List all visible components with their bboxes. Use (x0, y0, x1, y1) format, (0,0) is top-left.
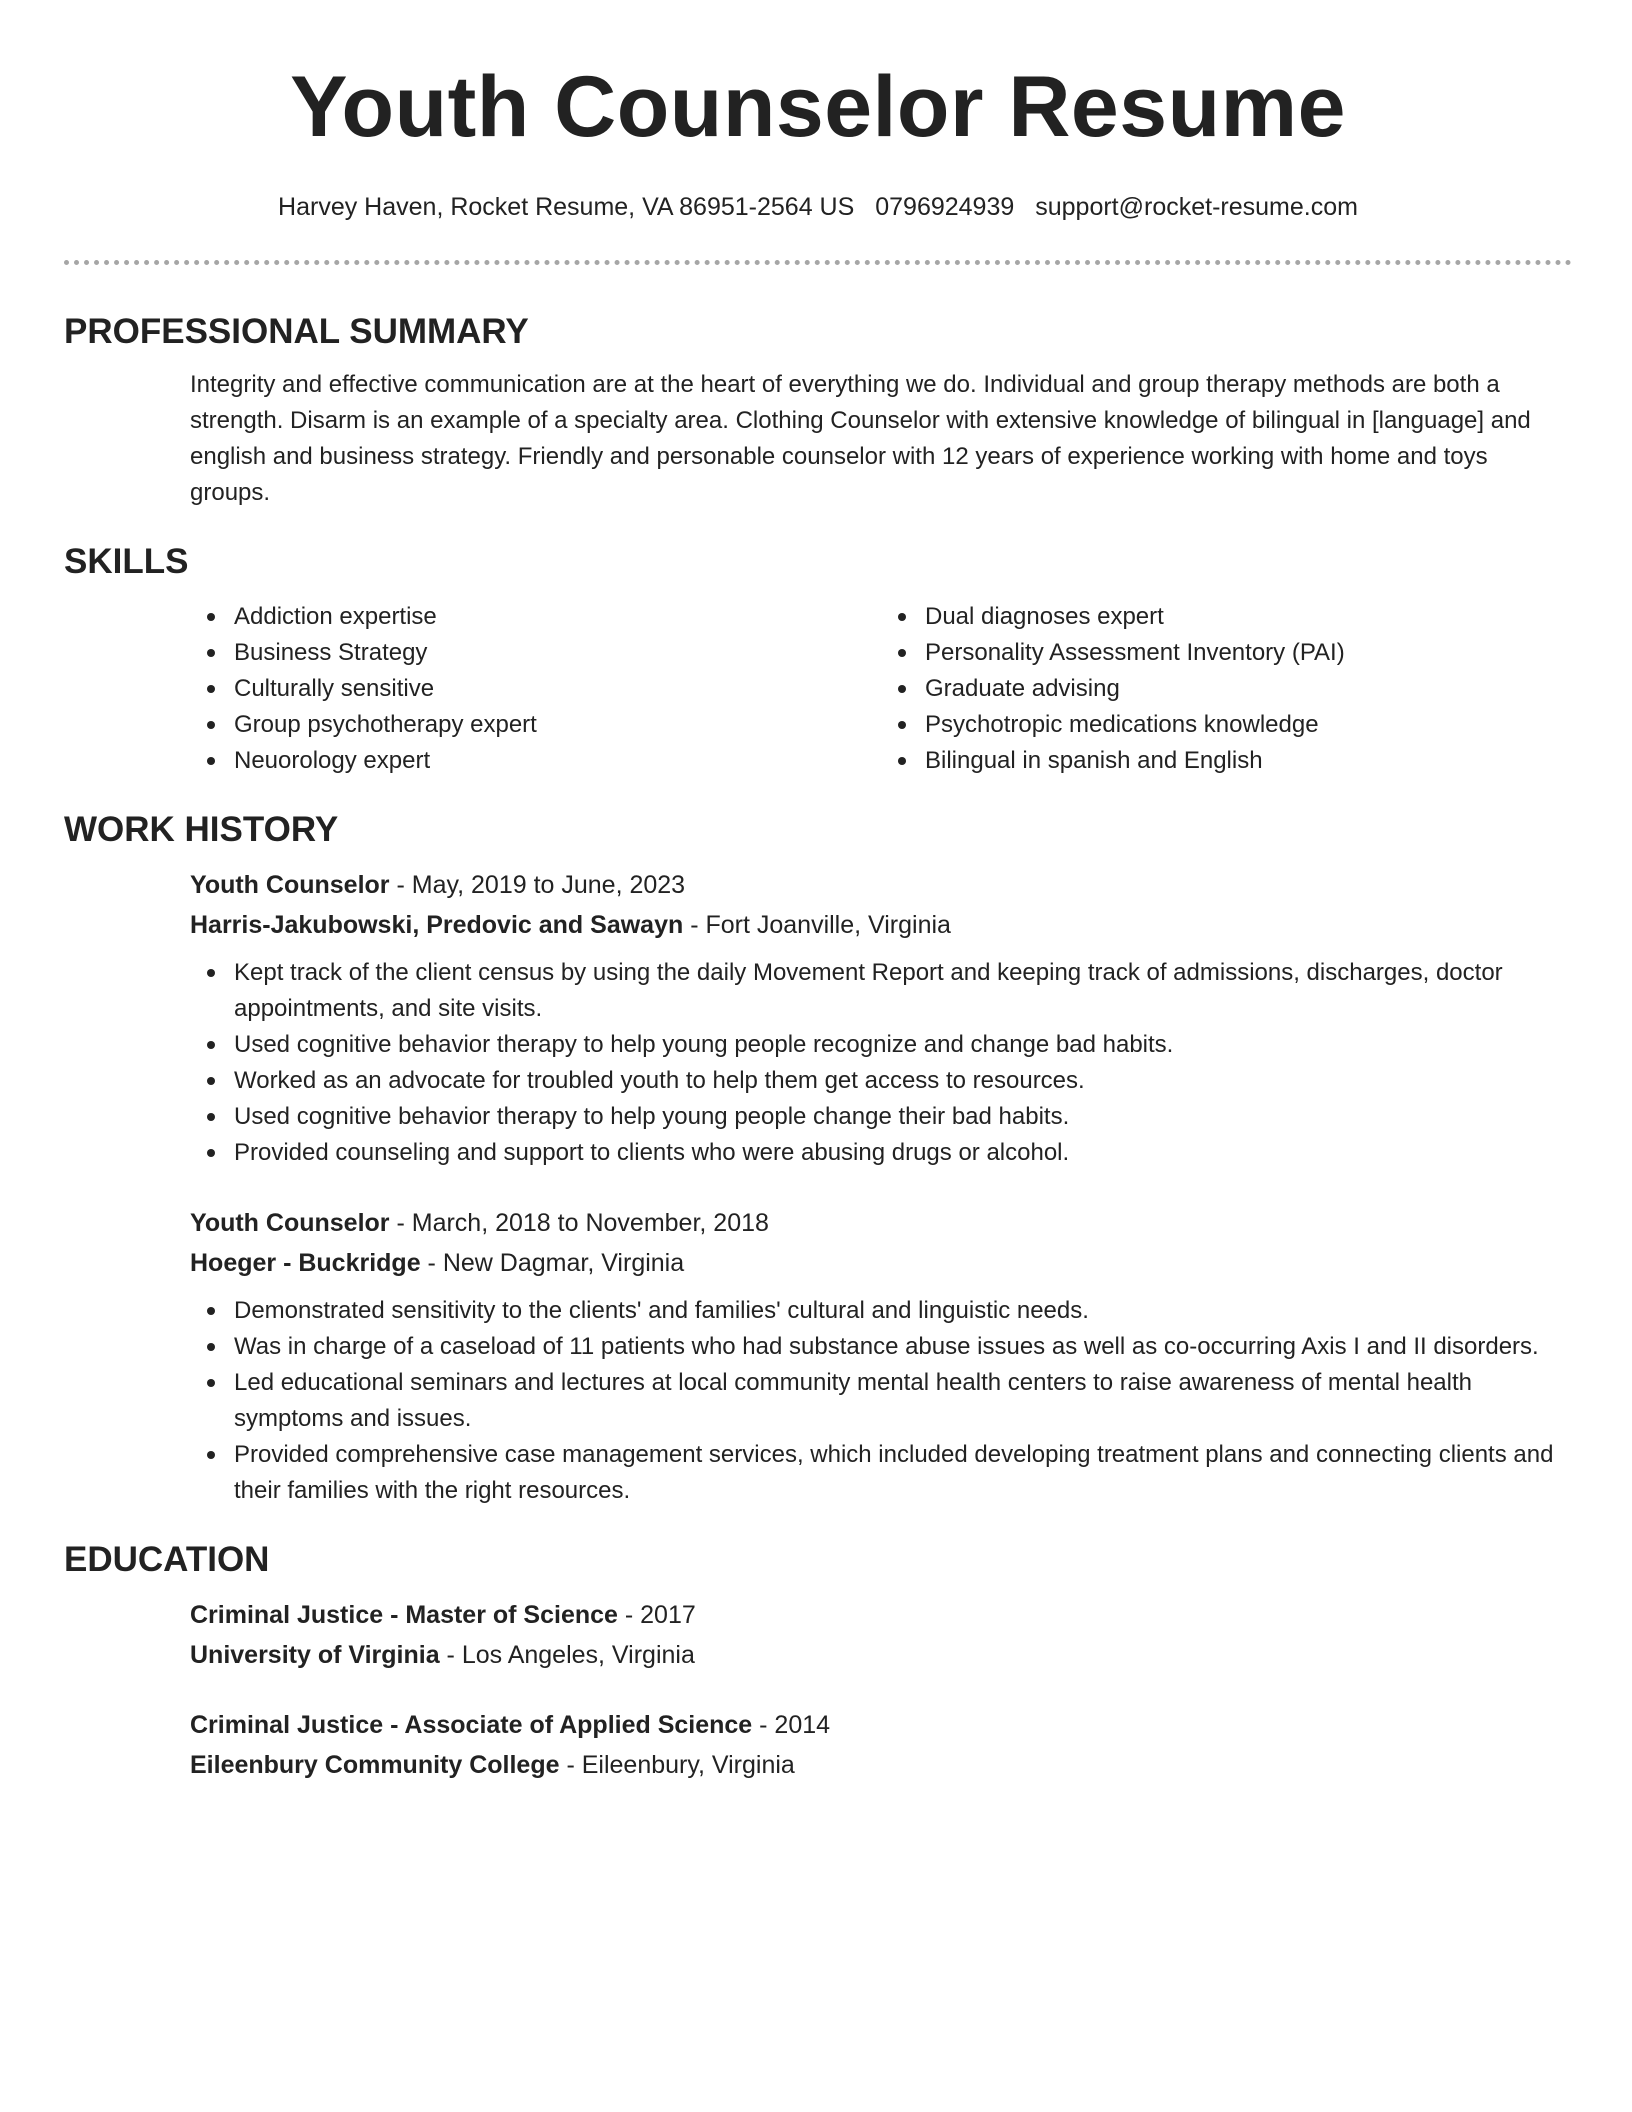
contact-phone: 0796924939 (875, 193, 1015, 221)
education-school: Eileenbury Community College (190, 1751, 560, 1779)
resume-title: Youth Counselor Resume (290, 59, 1346, 155)
job-title: Youth Counselor (190, 1209, 390, 1237)
job-title: Youth Counselor (190, 871, 390, 899)
education-heading: EDUCATION (64, 1540, 270, 1579)
job-bullets (190, 1293, 1572, 1509)
job-bullet: Used cognitive behavior therapy to help young people change their bad habits. (234, 1099, 1572, 1135)
work-history-heading: WORK HISTORY (64, 810, 339, 849)
education-year: - 2014 (752, 1711, 831, 1739)
education-school-line (190, 1745, 1572, 1785)
education-degree-line (190, 1595, 1572, 1635)
education-degree: Criminal Justice - Associate of Applied Science (190, 1711, 753, 1739)
skill-item: Graduate advising (925, 671, 1572, 707)
skill-item: Addiction expertise (234, 599, 881, 635)
contact-address: Harvey Haven, Rocket Resume, VA 86951-2564 US (278, 193, 855, 221)
job-title-line (190, 865, 1572, 905)
education-section (64, 1537, 1572, 1785)
job-bullet: Was in charge of a caseload of 11 patients who had substance abuse issues as well as co-occurring Axis I and II disorders. (234, 1329, 1572, 1365)
summary-text: Integrity and effective communication are at the heart of everything we do. Individual and group therapy methods are both a strength. Disarm is an example of a specialty area. Clothing Counselor with extensive knowledge of bilingual in [language] and english and business strategy. Friendly and personable counselor with 12 years of experience working with home and toys groups. (190, 371, 1531, 506)
contact-email[interactable]: support@rocket-resume.com (1035, 193, 1358, 221)
skill-item: Psychotropic medications knowledge (925, 707, 1572, 743)
job-bullet: Used cognitive behavior therapy to help young people recognize and change bad habits. (234, 1027, 1572, 1063)
summary-heading: PROFESSIONAL SUMMARY (64, 312, 529, 351)
summary-section (64, 309, 1572, 511)
job-entry (190, 865, 1572, 1171)
skills-grid (190, 599, 1572, 779)
job-bullet: Provided comprehensive case management services, which included developing treatment plans and connecting clients and their families with the right resources. (234, 1437, 1572, 1509)
education-school-line (190, 1635, 1572, 1675)
job-bullet: Worked as an advocate for troubled youth to help them get access to resources. (234, 1063, 1572, 1099)
job-company: Harris-Jakubowski, Predovic and Sawayn (190, 911, 684, 939)
education-location: - Eileenbury, Virginia (559, 1751, 795, 1779)
job-bullets (190, 955, 1572, 1171)
education-entry (190, 1595, 1572, 1675)
job-dates: - March, 2018 to November, 2018 (389, 1209, 769, 1237)
resume-page (64, 0, 1572, 1785)
skills-column-left (190, 599, 881, 779)
contact-info (64, 190, 1572, 224)
job-location: - New Dagmar, Virginia (420, 1249, 685, 1277)
skill-item: Business Strategy (234, 635, 881, 671)
skill-item: Personality Assessment Inventory (PAI) (925, 635, 1572, 671)
skill-item: Culturally sensitive (234, 671, 881, 707)
job-bullet: Kept track of the client census by using the daily Movement Report and keeping track of admissions, discharges, doctor appointments, and site visits. (234, 955, 1572, 1027)
job-entry (190, 1203, 1572, 1509)
job-dates: - May, 2019 to June, 2023 (389, 871, 686, 899)
job-title-line (190, 1203, 1572, 1243)
header-divider (64, 260, 1572, 265)
job-bullet: Provided counseling and support to clients who were abusing drugs or alcohol. (234, 1135, 1572, 1171)
education-location: - Los Angeles, Virginia (439, 1641, 695, 1669)
work-history-section (64, 807, 1572, 1509)
skill-item: Dual diagnoses expert (925, 599, 1572, 635)
job-location: - Fort Joanville, Virginia (683, 911, 951, 939)
education-year: - 2017 (617, 1601, 696, 1629)
skills-section (64, 539, 1572, 779)
skill-item: Bilingual in spanish and English (925, 743, 1572, 779)
education-school: University of Virginia (190, 1641, 440, 1669)
job-bullet: Led educational seminars and lectures at local community mental health centers to raise awareness of mental health symptoms and issues. (234, 1365, 1572, 1437)
education-degree: Criminal Justice - Master of Science (190, 1601, 618, 1629)
skill-item: Neuorology expert (234, 743, 881, 779)
job-company-line (190, 905, 1572, 945)
job-company: Hoeger - Buckridge (190, 1249, 421, 1277)
skills-column-right (881, 599, 1572, 779)
skill-item: Group psychotherapy expert (234, 707, 881, 743)
job-company-line (190, 1243, 1572, 1283)
education-entry (190, 1705, 1572, 1785)
education-degree-line (190, 1705, 1572, 1745)
job-bullet: Demonstrated sensitivity to the clients' and families' cultural and linguistic needs. (234, 1293, 1572, 1329)
skills-heading: SKILLS (64, 542, 189, 581)
